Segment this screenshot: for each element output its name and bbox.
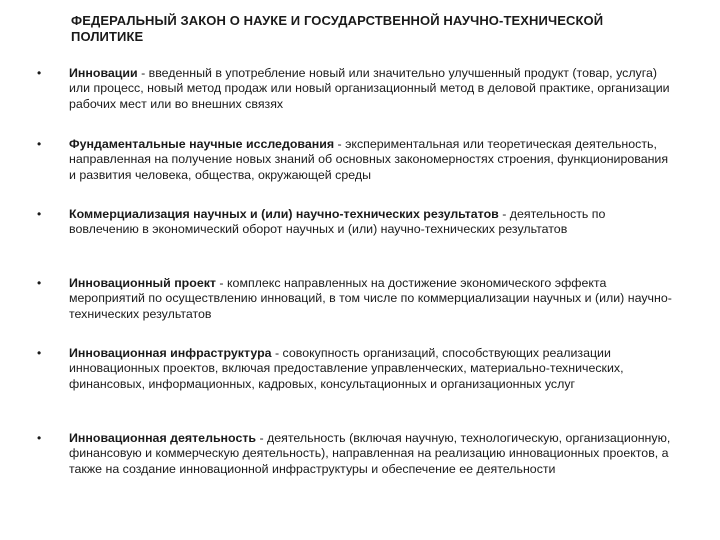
definition-text [69, 346, 675, 392]
definition-text [69, 66, 675, 112]
definition-body: - деятельность по вовлечению в экономический оборот научных и (или) научно-технических результатов [69, 207, 606, 237]
page-title: ФЕДЕРАЛЬНЫЙ ЗАКОН О НАУКЕ И ГОСУДАРСТВЕННОЙ НАУЧНО-ТЕХНИЧЕСКОЙ ПОЛИТИКЕ [71, 13, 604, 44]
bullet-icon: • [37, 207, 42, 221]
definition-text [69, 137, 675, 183]
definition-text [69, 276, 675, 322]
definition-term: Инновационный проект [69, 276, 216, 290]
definition-term: Коммерциализация научных и (или) научно-технических результатов [69, 207, 499, 221]
definition-text [69, 207, 675, 238]
definition-body: - экспериментальная или теоретическая деятельность, направленная на получение новых знаний об основных закономерностях строения, функционирования и развития человека, общества, окружающей среды [69, 137, 669, 182]
definition-body: - совокупность организаций, способствующих реализации инновационных проектов, включая предоставление управленческих, материально-технических, финансовых, информационных, кадровых, консультационных и организационных услуг [69, 346, 624, 391]
bullet-icon: • [37, 431, 42, 445]
definition-body: - деятельность (включая научную, технологическую, организационную, финансовую и коммерческую деятельность), направленная на реализацию инновационных проектов, а также на создание инновационной инфраструктуры и обеспечение ее деятельности [69, 431, 671, 476]
definition-body: - введенный в употребление новый или значительно улучшенный продукт (товар, услуга) или процесс, новый метод продаж или новый организационный метод в деловой практике, организации рабочих мест или во внешних связях [69, 66, 670, 111]
definition-text [69, 431, 675, 477]
bullet-icon: • [37, 66, 42, 80]
definition-body: - комплекс направленных на достижение экономического эффекта мероприятий по осуществлению инноваций, в том числе по коммерциализации научных и (или) научно-технических результатов [69, 276, 672, 321]
definition-term: Инновационная деятельность [69, 431, 257, 445]
definition-term: Фундаментальные научные исследования [69, 137, 335, 151]
bullet-icon: • [37, 276, 42, 290]
bullet-icon: • [37, 346, 42, 360]
definition-term: Инновации [69, 66, 138, 80]
bullet-icon: • [37, 137, 42, 151]
definition-term: Инновационная инфраструктура [69, 346, 272, 360]
